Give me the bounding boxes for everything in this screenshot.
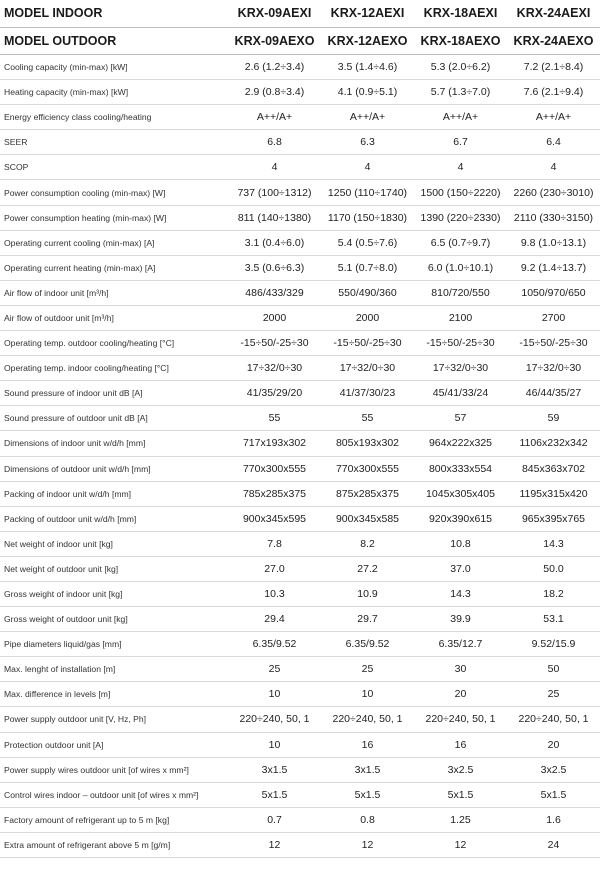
- spec-row: [0, 607, 600, 632]
- indoor-model-1: KRX-09AEXI: [228, 0, 321, 27]
- spec-label: Factory amount of refrigerant up to 5 m [kg]: [0, 807, 228, 832]
- spec-value: 900x345x595: [228, 506, 321, 531]
- spec-row: [0, 431, 600, 456]
- spec-value: 55: [228, 406, 321, 431]
- spec-row: [0, 682, 600, 707]
- spec-label: Operating current cooling (min-max) [A]: [0, 230, 228, 255]
- model-outdoor-row: [0, 27, 600, 55]
- spec-value: 2700: [507, 305, 600, 330]
- spec-value: 5x1.5: [228, 782, 321, 807]
- spec-value: 3x1.5: [321, 757, 414, 782]
- spec-row: [0, 381, 600, 406]
- spec-value: 1500 (150÷2220): [414, 180, 507, 205]
- outdoor-model-2: KRX-12AEXO: [321, 27, 414, 55]
- spec-row: [0, 105, 600, 130]
- spec-value: 57: [414, 406, 507, 431]
- spec-value: 1.6: [507, 807, 600, 832]
- spec-value: 4: [228, 155, 321, 180]
- outdoor-model-1: KRX-09AEXO: [228, 27, 321, 55]
- spec-value: 5x1.5: [321, 782, 414, 807]
- spec-value: 50.0: [507, 556, 600, 581]
- spec-value: 6.5 (0.7÷9.7): [414, 230, 507, 255]
- spec-value: 20: [507, 732, 600, 757]
- spec-label: Operating temp. outdoor cooling/heating [°C]: [0, 331, 228, 356]
- spec-label: Protection outdoor unit [A]: [0, 732, 228, 757]
- spec-value: 5.3 (2.0÷6.2): [414, 55, 507, 80]
- spec-value: 1045x305x405: [414, 481, 507, 506]
- spec-row: [0, 280, 600, 305]
- spec-value: 1250 (110÷1740): [321, 180, 414, 205]
- spec-value: 27.2: [321, 556, 414, 581]
- spec-value: 770x300x555: [228, 456, 321, 481]
- spec-label: Dimensions of indoor unit w/d/h [mm]: [0, 431, 228, 456]
- spec-value: 16: [414, 732, 507, 757]
- spec-value: -15÷50/-25÷30: [228, 331, 321, 356]
- spec-value: 805x193x302: [321, 431, 414, 456]
- spec-row: [0, 807, 600, 832]
- spec-value: 2000: [228, 305, 321, 330]
- spec-value: 10: [228, 682, 321, 707]
- spec-value: 6.3: [321, 130, 414, 155]
- spec-label: Control wires indoor – outdoor unit [of wires x mm²]: [0, 782, 228, 807]
- spec-value: 2260 (230÷3010): [507, 180, 600, 205]
- spec-value: 920x390x615: [414, 506, 507, 531]
- spec-label: Power supply wires outdoor unit [of wires x mm²]: [0, 757, 228, 782]
- spec-value: 2100: [414, 305, 507, 330]
- spec-value: 18.2: [507, 581, 600, 606]
- spec-value: 1.25: [414, 807, 507, 832]
- spec-value: 220÷240, 50, 1: [414, 707, 507, 732]
- spec-value: 6.7: [414, 130, 507, 155]
- spec-value: 10: [228, 732, 321, 757]
- spec-row: [0, 481, 600, 506]
- spec-row: [0, 406, 600, 431]
- spec-value: 27.0: [228, 556, 321, 581]
- spec-label: Pipe diameters liquid/gas [mm]: [0, 632, 228, 657]
- spec-row: [0, 657, 600, 682]
- spec-value: 875x285x375: [321, 481, 414, 506]
- spec-value: 220÷240, 50, 1: [321, 707, 414, 732]
- spec-label: Operating current heating (min-max) [A]: [0, 255, 228, 280]
- spec-value: 7.8: [228, 531, 321, 556]
- spec-label: Cooling capacity (min-max) [kW]: [0, 55, 228, 80]
- spec-label: Packing of outdoor unit w/d/h [mm]: [0, 506, 228, 531]
- spec-value: 12: [321, 832, 414, 857]
- spec-value: 486/433/329: [228, 280, 321, 305]
- spec-value: 45/41/33/24: [414, 381, 507, 406]
- spec-value: 5.4 (0.5÷7.6): [321, 230, 414, 255]
- spec-value: 41/37/30/23: [321, 381, 414, 406]
- spec-value: 25: [228, 657, 321, 682]
- spec-label: Air flow of outdoor unit [m³/h]: [0, 305, 228, 330]
- spec-value: 800x333x554: [414, 456, 507, 481]
- spec-value: 25: [321, 657, 414, 682]
- spec-label: Extra amount of refrigerant above 5 m [g/m]: [0, 832, 228, 857]
- spec-value: 9.8 (1.0÷13.1): [507, 230, 600, 255]
- spec-row: [0, 782, 600, 807]
- spec-value: 4: [321, 155, 414, 180]
- spec-value: 55: [321, 406, 414, 431]
- model-indoor-label: MODEL INDOOR: [0, 0, 228, 27]
- model-outdoor-label: MODEL OUTDOOR: [0, 27, 228, 55]
- spec-value: 6.0 (1.0÷10.1): [414, 255, 507, 280]
- spec-value: 17÷32/0÷30: [414, 356, 507, 381]
- spec-value: 29.7: [321, 607, 414, 632]
- spec-value: 24: [507, 832, 600, 857]
- spec-row: [0, 732, 600, 757]
- spec-value: 17÷32/0÷30: [228, 356, 321, 381]
- spec-value: 717x193x302: [228, 431, 321, 456]
- spec-value: 785x285x375: [228, 481, 321, 506]
- spec-value: 550/490/360: [321, 280, 414, 305]
- spec-value: 965x395x765: [507, 506, 600, 531]
- spec-value: 14.3: [414, 581, 507, 606]
- spec-value: 6.35/9.52: [228, 632, 321, 657]
- spec-value: 1170 (150÷1830): [321, 205, 414, 230]
- spec-value: 5x1.5: [414, 782, 507, 807]
- spec-value: 53.1: [507, 607, 600, 632]
- spec-value: A++/A+: [507, 105, 600, 130]
- spec-value: 0.7: [228, 807, 321, 832]
- spec-value: 1195x315x420: [507, 481, 600, 506]
- spec-value: 12: [414, 832, 507, 857]
- spec-value: 7.6 (2.1÷9.4): [507, 80, 600, 105]
- spec-label: Dimensions of outdoor unit w/d/h [mm]: [0, 456, 228, 481]
- indoor-model-3: KRX-18AEXI: [414, 0, 507, 27]
- spec-row: [0, 180, 600, 205]
- spec-row: [0, 506, 600, 531]
- spec-value: 5x1.5: [507, 782, 600, 807]
- spec-label: Net weight of outdoor unit [kg]: [0, 556, 228, 581]
- spec-row: [0, 255, 600, 280]
- spec-value: 737 (100÷1312): [228, 180, 321, 205]
- spec-row: [0, 356, 600, 381]
- spec-value: 845x363x702: [507, 456, 600, 481]
- spec-label: Gross weight of outdoor unit [kg]: [0, 607, 228, 632]
- spec-value: 2110 (330÷3150): [507, 205, 600, 230]
- spec-row: [0, 757, 600, 782]
- spec-value: 20: [414, 682, 507, 707]
- spec-value: -15÷50/-25÷30: [321, 331, 414, 356]
- spec-value: 964x222x325: [414, 431, 507, 456]
- spec-value: 6.8: [228, 130, 321, 155]
- spec-value: A++/A+: [414, 105, 507, 130]
- outdoor-model-3: KRX-18AEXO: [414, 27, 507, 55]
- spec-label: Max. difference in levels [m]: [0, 682, 228, 707]
- spec-value: 59: [507, 406, 600, 431]
- spec-value: 10.3: [228, 581, 321, 606]
- spec-value: 37.0: [414, 556, 507, 581]
- spec-label: Max. lenght of installation [m]: [0, 657, 228, 682]
- spec-label: SEER: [0, 130, 228, 155]
- spec-label: Operating temp. indoor cooling/heating [°C]: [0, 356, 228, 381]
- spec-value: 1050/970/650: [507, 280, 600, 305]
- spec-row: [0, 331, 600, 356]
- spec-value: 30: [414, 657, 507, 682]
- spec-row: [0, 832, 600, 857]
- spec-label: Sound pressure of outdoor unit dB [A]: [0, 406, 228, 431]
- indoor-model-2: KRX-12AEXI: [321, 0, 414, 27]
- spec-value: 220÷240, 50, 1: [228, 707, 321, 732]
- spec-value: 7.2 (2.1÷8.4): [507, 55, 600, 80]
- spec-value: 1106x232x342: [507, 431, 600, 456]
- spec-value: 3.5 (0.6÷6.3): [228, 255, 321, 280]
- spec-label: Packing of indoor unit w/d/h [mm]: [0, 481, 228, 506]
- spec-value: 5.7 (1.3÷7.0): [414, 80, 507, 105]
- spec-value: -15÷50/-25÷30: [507, 331, 600, 356]
- indoor-model-4: KRX-24AEXI: [507, 0, 600, 27]
- spec-value: 6.35/12.7: [414, 632, 507, 657]
- spec-value: 770x300x555: [321, 456, 414, 481]
- spec-value: 2.9 (0.8÷3.4): [228, 80, 321, 105]
- spec-value: 900x345x585: [321, 506, 414, 531]
- spec-value: 810/720/550: [414, 280, 507, 305]
- spec-value: 3x1.5: [228, 757, 321, 782]
- spec-value: 50: [507, 657, 600, 682]
- spec-label: Power consumption cooling (min-max) [W]: [0, 180, 228, 205]
- spec-value: 6.4: [507, 130, 600, 155]
- spec-row: [0, 80, 600, 105]
- spec-row: [0, 707, 600, 732]
- spec-value: 12: [228, 832, 321, 857]
- model-indoor-row: [0, 0, 600, 27]
- spec-value: 39.9: [414, 607, 507, 632]
- spec-label: Power consumption heating (min-max) [W]: [0, 205, 228, 230]
- spec-value: 2000: [321, 305, 414, 330]
- spec-value: 3.1 (0.4÷6.0): [228, 230, 321, 255]
- spec-value: 6.35/9.52: [321, 632, 414, 657]
- spec-value: 8.2: [321, 531, 414, 556]
- spec-value: 3x2.5: [414, 757, 507, 782]
- spec-value: 25: [507, 682, 600, 707]
- spec-row: [0, 230, 600, 255]
- spec-row: [0, 456, 600, 481]
- spec-row: [0, 556, 600, 581]
- spec-value: 4.1 (0.9÷5.1): [321, 80, 414, 105]
- spec-value: 29.4: [228, 607, 321, 632]
- spec-value: A++/A+: [228, 105, 321, 130]
- spec-value: 9.52/15.9: [507, 632, 600, 657]
- spec-value: -15÷50/-25÷30: [414, 331, 507, 356]
- spec-value: 14.3: [507, 531, 600, 556]
- spec-value: 3x2.5: [507, 757, 600, 782]
- spec-value: 4: [507, 155, 600, 180]
- spec-value: 3.5 (1.4÷4.6): [321, 55, 414, 80]
- spec-value: 10.9: [321, 581, 414, 606]
- spec-value: 17÷32/0÷30: [507, 356, 600, 381]
- spec-value: A++/A+: [321, 105, 414, 130]
- spec-row: [0, 130, 600, 155]
- spec-value: 5.1 (0.7÷8.0): [321, 255, 414, 280]
- spec-value: 2.6 (1.2÷3.4): [228, 55, 321, 80]
- spec-row: [0, 55, 600, 80]
- spec-row: [0, 632, 600, 657]
- spec-value: 1390 (220÷2330): [414, 205, 507, 230]
- spec-row: [0, 305, 600, 330]
- spec-row: [0, 581, 600, 606]
- spec-label: Sound pressure of indoor unit dB [A]: [0, 381, 228, 406]
- spec-label: SCOP: [0, 155, 228, 180]
- spec-value: 17÷32/0÷30: [321, 356, 414, 381]
- spec-row: [0, 205, 600, 230]
- spec-row: [0, 531, 600, 556]
- spec-value: 811 (140÷1380): [228, 205, 321, 230]
- spec-value: 16: [321, 732, 414, 757]
- spec-label: Energy efficiency class cooling/heating: [0, 105, 228, 130]
- spec-label: Heating capacity (min-max) [kW]: [0, 80, 228, 105]
- spec-value: 10: [321, 682, 414, 707]
- spec-value: 46/44/35/27: [507, 381, 600, 406]
- spec-value: 4: [414, 155, 507, 180]
- spec-row: [0, 155, 600, 180]
- spec-label: Air flow of indoor unit [m³/h]: [0, 280, 228, 305]
- spec-label: Power supply outdoor unit [V, Hz, Ph]: [0, 707, 228, 732]
- spec-value: 41/35/29/20: [228, 381, 321, 406]
- spec-label: Net weight of indoor unit [kg]: [0, 531, 228, 556]
- spec-value: 220÷240, 50, 1: [507, 707, 600, 732]
- spec-value: 9.2 (1.4÷13.7): [507, 255, 600, 280]
- spec-value: 0.8: [321, 807, 414, 832]
- spec-label: Gross weight of indoor unit [kg]: [0, 581, 228, 606]
- spec-value: 10.8: [414, 531, 507, 556]
- outdoor-model-4: KRX-24AEXO: [507, 27, 600, 55]
